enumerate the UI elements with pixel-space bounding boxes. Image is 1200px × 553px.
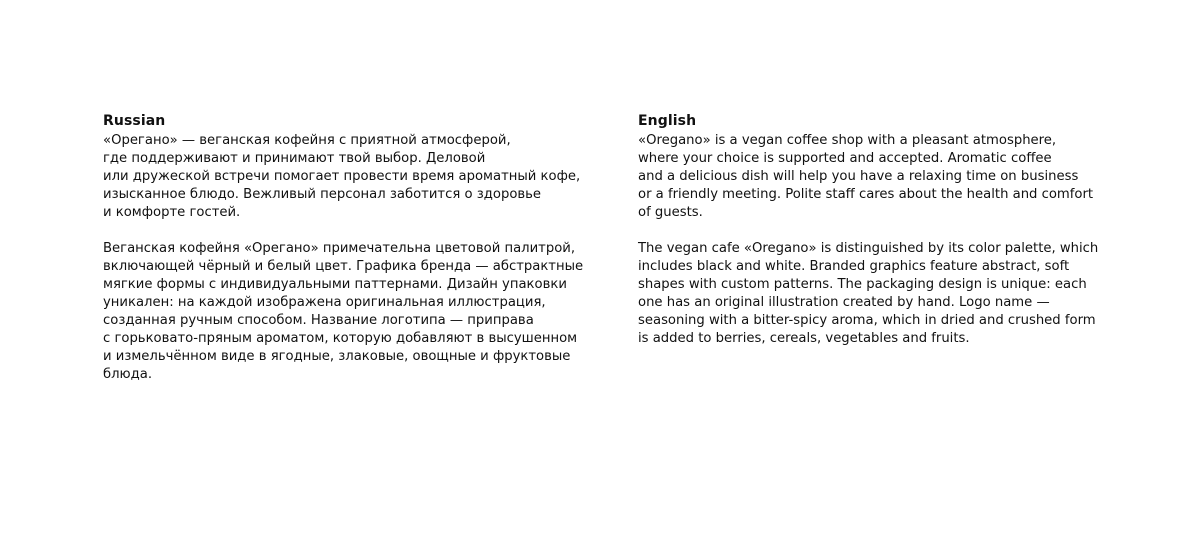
text-line: изысканное блюдо. Вежливый персонал заботится о здоровье xyxy=(103,187,542,202)
text-line: «Oregano» is a vegan coffee shop with a pleasant atmosphere, xyxy=(638,133,1057,148)
text-line: или дружеской встречи помогает провести время ароматный кофе, xyxy=(103,169,581,184)
text-line: мягкие формы с индивидуальными паттернами. Дизайн упаковки xyxy=(103,277,567,292)
text-line: seasoning with a bitter-spicy aroma, which in dried and crushed form xyxy=(638,313,1096,328)
text-line: с горьковато-пряным ароматом, которую добавляют в высушенном xyxy=(103,331,578,346)
english-heading: English xyxy=(638,113,697,129)
english-column xyxy=(638,112,1108,348)
text-line: и комфорте гостей. xyxy=(103,205,241,220)
text-line: «Орегано» — веганская кофейня с приятной атмосферой, xyxy=(103,133,511,148)
text-line: shapes with custom patterns. The packaging design is unique: each xyxy=(638,277,1087,292)
text-line: включающей чёрный и белый цвет. Графика бренда — абстрактные xyxy=(103,259,584,274)
text-line: or a friendly meeting. Polite staff cares about the health and comfort xyxy=(638,187,1094,202)
text-line: of guests. xyxy=(638,205,703,220)
english-paragraph-1 xyxy=(638,132,1108,222)
russian-column xyxy=(103,112,584,384)
text-line: and a delicious dish will help you have a relaxing time on business xyxy=(638,169,1079,184)
text-line: one has an original illustration created by hand. Logo name — xyxy=(638,295,1050,310)
text-line: где поддерживают и принимают твой выбор. Деловой xyxy=(103,151,486,166)
russian-paragraph-1 xyxy=(103,132,581,222)
russian-paragraph-2 xyxy=(103,240,584,384)
russian-heading: Russian xyxy=(103,113,166,129)
text-line: The vegan cafe «Oregano» is distinguished by its color palette, which xyxy=(638,241,1099,256)
text-line: уникален: на каждой изображена оригинальная иллюстрация, xyxy=(103,295,546,310)
text-line: is added to berries, cereals, vegetables and fruits. xyxy=(638,331,970,346)
text-line: where your choice is supported and accepted. Aromatic coffee xyxy=(638,151,1052,166)
text-line: блюда. xyxy=(103,367,153,382)
text-line: includes black and white. Branded graphics feature abstract, soft xyxy=(638,259,1070,274)
english-paragraph-2 xyxy=(638,240,1108,348)
text-line: и измельчённом виде в ягодные, злаковые, овощные и фруктовые xyxy=(103,349,571,364)
text-line: созданная ручным способом. Название логотипа — приправа xyxy=(103,313,534,328)
text-line: Веганская кофейня «Орегано» примечательна цветовой палитрой, xyxy=(103,241,576,256)
